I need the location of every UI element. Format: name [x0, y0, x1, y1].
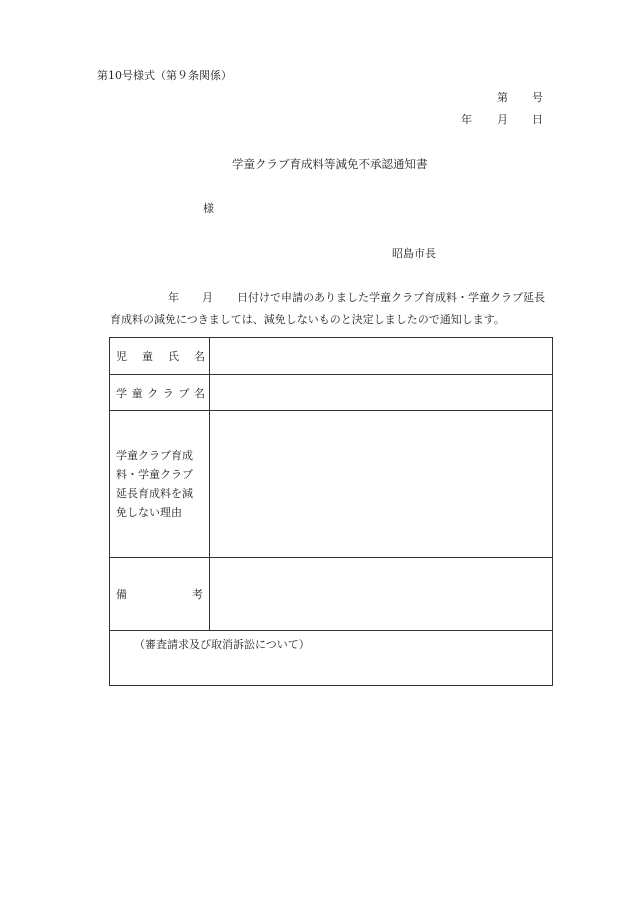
label-child-name — [110, 338, 210, 375]
label-char: 備 — [116, 588, 127, 601]
document-title: 学童クラブ育成料等減免不承認通知書 — [232, 157, 428, 171]
table-row — [110, 558, 553, 631]
doc-number-label: 第 — [497, 91, 508, 104]
label-char: 名 — [193, 386, 205, 400]
label-line: 延長育成料を減 — [116, 487, 193, 500]
date-month: 月 — [497, 113, 508, 126]
label-remarks — [110, 558, 210, 631]
body-date-year: 年 — [168, 291, 179, 304]
form-number: 第10号様式（第９条関係） — [97, 69, 232, 82]
label-char: 氏 — [168, 350, 179, 363]
body-date-month: 月 — [202, 291, 213, 304]
label-char: ラ — [162, 386, 174, 400]
date-day: 日 — [532, 113, 543, 126]
appeal-note: （審査請求及び取消訴訟について） — [110, 631, 553, 686]
table-row — [110, 411, 553, 558]
value-club-name — [210, 375, 553, 411]
body-line-1: 日付けで申請のありました学童クラブ育成料・学童クラブ延長 — [237, 291, 545, 304]
value-remarks — [210, 558, 553, 631]
body-line-2: 育成料の減免につきましては、減免しないものと決定しましたので通知します。 — [110, 313, 505, 326]
label-line: 料・学童クラブ — [116, 468, 193, 481]
label-char: ク — [147, 386, 159, 400]
issuer-name: 昭島市長 — [392, 247, 436, 260]
recipient-suffix: 様 — [203, 202, 214, 215]
label-club-name — [110, 375, 210, 411]
table-row — [110, 375, 553, 411]
label-char: 童 — [142, 350, 153, 363]
value-reason — [210, 411, 553, 558]
table-row — [110, 631, 553, 686]
date-year: 年 — [461, 113, 472, 126]
table-row — [110, 338, 553, 375]
label-line: 学童クラブ育成 — [116, 449, 193, 462]
label-char: 考 — [192, 588, 203, 601]
label-line: 免しない理由 — [116, 506, 182, 519]
label-char: 児 — [116, 350, 127, 363]
label-char: 学 — [116, 386, 127, 400]
label-reason — [110, 411, 210, 558]
label-char: 名 — [194, 350, 205, 363]
doc-number-suffix: 号 — [532, 91, 543, 104]
label-char: 童 — [131, 386, 143, 400]
label-char: ブ — [178, 386, 190, 400]
details-table — [109, 337, 553, 686]
value-child-name — [210, 338, 553, 375]
